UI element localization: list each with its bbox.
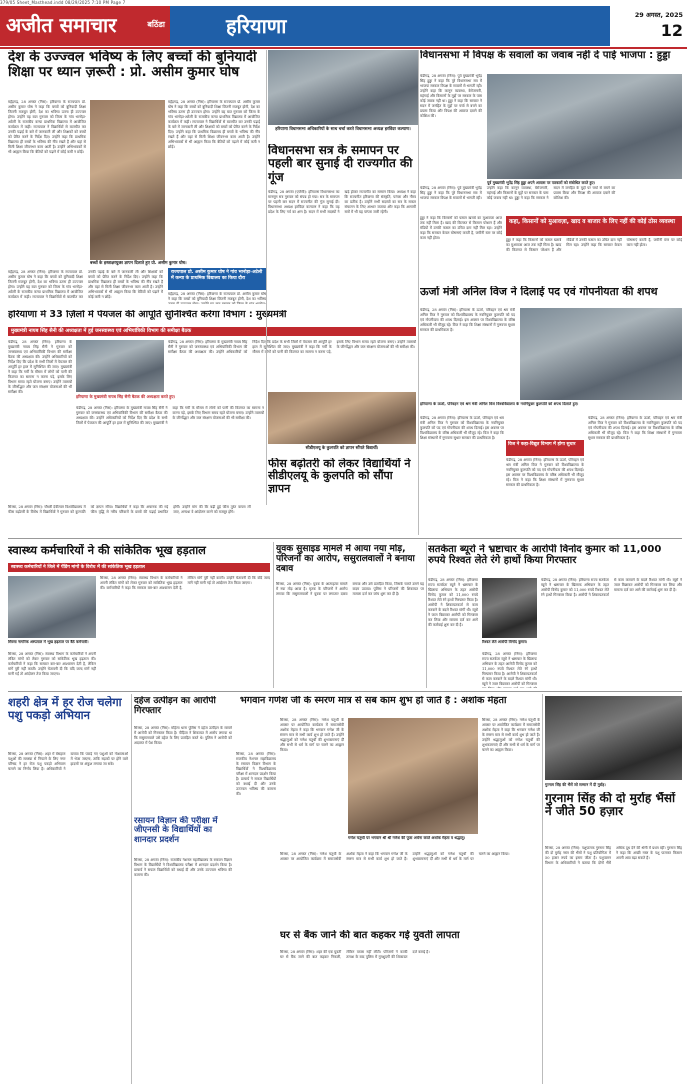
suicide-headline: युवक सुसाइड मामले में आया नया मोड़, परिजनों का आरोप, ससुरालवालों ने बनाया दबाव xyxy=(276,544,415,575)
ghosh-photo xyxy=(90,100,165,260)
ponds-body-right: चंडीगढ़, 28 अगस्त (निस): हरियाणा के मुख्यमंत्री नायब सिंह सैनी ने गुरुवार को जनस्वास्थ्य एवं अभियांत्रिकी विभाग की समीक्षा बैठक की अध्यक्षता की। उन्होंने अधिकारियों को निर्देश दिए कि प्रदेश के सभी जिलों में पेयजल की आपूर्ति हर हाल में सुनिश्चित की जाए। मुख्यमंत्री ने कहा कि गर्मी के मौसम में लोगों को पानी की किल्लत का सामना न करना पड़े, इसके लिए विभाग समय रहते योजना बनाए। उन्होंने तालाबों के जीर्णोद्धार और जल संरक्षण योजनाओं की भी समीक्षा की। xyxy=(168,340,416,355)
farmers-headline: कहा, किसानों को मुआवज़ा, खाद व बाजार के लिए नहीं की कोई ठोस व्यवस्था xyxy=(509,219,676,225)
cattle-headline: शहरी क्षेत्र में हर रोज चलेगा पशु पकड़ो अभियान xyxy=(8,696,122,722)
missing-headline: घर से बैंक जाने की बात कहकर गई युवती लापता xyxy=(280,930,460,941)
vigilance-body: चंडीगढ़, 28 अगस्त (निस): हरियाणा राज्य सतर्कता ब्यूरो ने भ्रष्टाचार के खिलाफ अभियान के तहत आरोपी विनोद कुमार को 11,000 रुपये रिश्वत लेते रंगे हाथों गिरफ्तार किया है। आरोपी ने शिकायतकर्ता से काम करवाने के बदले रिश्वत मांगी थी। ब्यूरो ने जाल बिछाकर आरोपी को गिरफ्तार कर लिया और मामला दर्ज कर आगे की कार्रवाई शुरू कर दी है। xyxy=(541,578,682,598)
farmers-body-left: हुड्डा ने कहा कि किसानों को फसल खराबे का मुआवजा आज तक नहीं मिला है। खाद की किल्लत से किसान परेशान हैं और मंडियों में उनकी फसल का उचित दाम नहीं मिल रहा। उन्होंने कहा कि सरकार केवल घोषणाएं करती है, जमीनी स्तर पर कोई काम नहीं होता। xyxy=(420,216,502,241)
ponds-headline: हरियाणा में 33 ज़िलों में पेयजल की आपूर्ति सुनिश्चित करेगा विभाग : मुख्यमंत्री xyxy=(8,310,287,320)
vigilance-caption: रिश्वत लेते आरोपी विनोद कुमार। xyxy=(482,640,528,644)
masthead-date-box xyxy=(610,6,687,46)
ghosh-body: महेंद्रगढ़, 28 अगस्त (निस): हरियाणा के राज्यपाल प्रो. असीम कुमार घोष ने कहा कि बच्चों को बुनियादी शिक्षा जितनी मजबूत होगी, देश का भविष्य उतना ही उज्ज्वल होगा। उन्होंने यह बात गुरुवार को जिला के गांव भानोड़ा-अटेली के राजकीय कन्या प्राथमिक विद्यालय में आयोजित कार्यक्रम में कही। राज्यपाल ने विद्यार्थियों से बातचीत कर उनकी पढ़ाई के बारे में जानकारी ली और शिक्षकों को बच्चों को प्रेरित करने के निर्देश दिए। उन्होंने कहा कि प्राथमिक विद्यालय ही बच्चों के भविष्य की नींव रखते हैं और यहां से मिली शिक्षा जीवनभर काम आती है। उन्होंने अभिभावकों से भी आह्वान किया कि बेटियों को पढ़ाने में कोई कमी न छोड़ें। xyxy=(8,100,86,155)
mehta-body: सिरसा, 28 अगस्त (निस): गणेश चतुर्थी के अवसर पर आयोजित कार्यक्रम में समाजसेवी अशोक मेहता ने कहा कि भगवान गणेश जी के स्मरण मात्र से सभी कार्य शुभ हो जाते हैं। उन्होंने श्रद्धालुओं को गणेश चतुर्थी की शुभकामनाएं दीं और सभी से धर्म के मार्ग पर चलने का आह्वान किया। xyxy=(482,718,540,753)
issue-date: 29 अगस्त, 2025 xyxy=(634,11,683,19)
buffalo-caption: गुरनाम सिंह की भैंसें जो सम्मान में दी मुर्राह। xyxy=(545,782,606,787)
health-strike-headline: स्वास्थ्य कर्मचारियों ने की सांकेतिक भूख हड़ताल xyxy=(8,544,206,557)
vij-photo-caption: हरियाणा के ऊर्जा, परिवहन एवं श्रम मंत्री अनिल विज विश्वविद्यालय के नवनियुक्त कुलपति को शपथ दिलाते हुए। xyxy=(420,402,579,406)
vij-body-left: चंडीगढ़, 28 अगस्त (निस): हरियाणा के ऊर्जा, परिवहन एवं श्रम मंत्री अनिल विज ने गुरुवार को विश्वविद्यालय के नवनियुक्त कुलपति को पद एवं गोपनीयता की शपथ दिलाई। इस अवसर पर विश्वविद्यालय के वरिष्ठ अधिकारी भी मौजूद रहे। विज ने कहा कि शिक्षा संस्थानों में गुणवत्ता सुधार सरकार की प्राथमिकता है। xyxy=(420,308,515,333)
fees-photo-caption: सीडीएलयू के कुलपति को ज्ञापन सौंपते विद्यार्थी। xyxy=(305,445,379,450)
hooda-body-lower: चंडीगढ़, 28 अगस्त (निस): पूर्व मुख्यमंत्री भूपेंद्र सिंह हुड्डा ने कहा कि पूरे विधानसभा सत्र में भाजपा सरकार विपक्ष के सवालों से भागती रही। उन्होंने कहा कि कानून व्यवस्था, बेरोजगारी, महंगाई और किसानों के मुद्दों पर सरकार के पास कोई जवाब नहीं था। हुड्डा ने कहा कि सरकार ने सदन में जनहित के मुद्दों पर चर्चा से बचने का प्रयास किया और विपक्ष की आवाज दबाने की कोशिश की। xyxy=(420,186,616,201)
ponds-body-left: चंडीगढ़, 28 अगस्त (निस): हरियाणा के मुख्यमंत्री नायब सिंह सैनी ने गुरुवार को जनस्वास्थ्य एवं अभियांत्रिकी विभाग की समीक्षा बैठक की अध्यक्षता की। उन्होंने अधिकारियों को निर्देश दिए कि प्रदेश के सभी जिलों में पेयजल की आपूर्ति हर हाल में सुनिश्चित की जाए। मुख्यमंत्री ने कहा कि गर्मी के मौसम में लोगों को पानी की किल्लत का सामना न करना पड़े, इसके लिए विभाग समय रहते योजना बनाए। उन्होंने तालाबों के जीर्णोद्धार और जल संरक्षण योजनाओं की भी समीक्षा की। xyxy=(8,340,72,395)
vij-headline: ऊर्जा मंत्री अनिल विज ने दिलाई पद एवं गोपनीयता की शपथ xyxy=(420,286,658,298)
ghosh-headline: देश के उज्ज्वल भविष्य के लिए बच्चों की बुनियादी शिक्षा पर ध्यान ज़रूरी : प्रो. असीम कुमार घोष xyxy=(8,50,257,81)
section-band xyxy=(170,6,610,46)
hooda-body-left: चंडीगढ़, 28 अगस्त (निस): पूर्व मुख्यमंत्री भूपेंद्र सिंह हुड्डा ने कहा कि पूरे विधानसभा सत्र में भाजपा सरकार विपक्ष के सवालों से भागती रही। उन्होंने कहा कि कानून व्यवस्था, बेरोजगारी, महंगाई और किसानों के मुद्दों पर सरकार के पास कोई जवाब नहीं था। हुड्डा ने कहा कि सरकार ने सदन में जनहित के मुद्दों पर चर्चा से बचने का प्रयास किया और विपक्ष की आवाज दबाने की कोशिश की। xyxy=(420,74,482,119)
health-strike-body-left: सिरसा, 28 अगस्त (निस): स्वास्थ्य विभाग के कर्मचारियों ने अपनी लंबित मांगों को लेकर गुरुवार को सांकेतिक भूख हड़ताल की। कर्मचारियों ने कहा कि सरकार बार-बार आश्वासन देती है, लेकिन मांगें पूरी नहीं करती। उन्होंने चेतावनी दी कि यदि जल्द मांगें नहीं मानी गईं तो आंदोलन तेज किया जाएगा। xyxy=(8,652,96,677)
ghosh-body-lower: महेंद्रगढ़, 28 अगस्त (निस): हरियाणा के राज्यपाल प्रो. असीम कुमार घोष ने कहा कि बच्चों को बुनियादी शिक्षा जितनी मजबूत होगी, देश का भविष्य उतना ही उज्ज्वल होगा। उन्होंने यह बात गुरुवार को जिला के गांव भानोड़ा-अटेली के राजकीय कन्या प्राथमिक विद्यालय में आयोजित कार्यक्रम में कही। राज्यपाल ने विद्यार्थियों से बातचीत कर उनकी पढ़ाई के बारे में जानकारी ली और शिक्षकों को बच्चों को प्रेरित करने के निर्देश दिए। उन्होंने कहा कि प्राथमिक विद्यालय ही बच्चों के भविष्य की नींव रखते हैं और यहां से मिली शिक्षा जीवनभर काम आती है। उन्होंने अभिभावकों से भी आह्वान किया कि बेटियों को पढ़ाने में कोई कमी न छोड़ें। xyxy=(8,270,163,300)
vij-body-right: चंडीगढ़, 28 अगस्त (निस): हरियाणा के ऊर्जा, परिवहन एवं श्रम मंत्री अनिल विज ने गुरुवार को विश्वविद्यालय के नवनियुक्त कुलपति को पद एवं गोपनीयता की शपथ दिलाई। इस अवसर पर विश्वविद्यालय के वरिष्ठ अधिकारी भी मौजूद रहे। विज ने कहा कि शिक्षा संस्थानों में गुणवत्ता सुधार सरकार की प्राथमिकता है। xyxy=(588,416,682,441)
ghosh-photo-caption: बच्चों के हस्ताक्षरयुक्त ज्ञापन दिलाते हुए प्रो. असीम कुमार घोष। xyxy=(90,260,187,265)
paper-name: अजीत समाचार xyxy=(6,13,117,37)
ghosh-sub-headline: राज्यपाल प्रो. असीम कुमार घोष ने गांव भानोड़ा-अटेली में कन्या के प्राथमिक विद्यालय का किया दौरा xyxy=(171,270,263,281)
health-strike-body: सिरसा, 28 अगस्त (निस): स्वास्थ्य विभाग के कर्मचारियों ने अपनी लंबित मांगों को लेकर गुरुवार को सांकेतिक भूख हड़ताल की। कर्मचारियों ने कहा कि सरकार बार-बार आश्वासन देती है, लेकिन मांगें पूरी नहीं करती। उन्होंने चेतावनी दी कि यदि जल्द मांगें नहीं मानी गईं तो आंदोलन तेज किया जाएगा। xyxy=(100,576,270,591)
divider-4 xyxy=(426,542,427,688)
ponds-inset-caption: हरियाणा के मुख्यमंत्री नायब सिंह सैनी बैठक की अध्यक्षता करते हुए। xyxy=(76,394,176,399)
mehta-body-left: सिरसा, 28 अगस्त (निस): गणेश चतुर्थी के अवसर पर आयोजित कार्यक्रम में समाजसेवी अशोक मेहता ने कहा कि भगवान गणेश जी के स्मरण मात्र से सभी कार्य शुभ हो जाते हैं। उन्होंने श्रद्धालुओं को गणेश चतुर्थी की शुभकामनाएं दीं और सभी से धर्म के मार्ग पर चलने का आह्वान किया। xyxy=(280,718,344,753)
dowry-body: सिरसा, 28 अगस्त (निस): महिला थाना पुलिस ने दहेज उत्पीड़न के मामले में आरोपी को गिरफ्तार किया है। पीड़िता ने शिकायत में आरोप लगाया था कि ससुरालवाले उसे दहेज के लिए प्रताड़ित करते थे। पुलिस ने आरोपी को अदालत में पेश किया। xyxy=(134,726,232,746)
buffalo-headline: गुरनाम सिंह की दो मुर्राह भैंसों ने जीते 50 हज़ार xyxy=(545,792,676,819)
vij-body-mid: चंडीगढ़, 28 अगस्त (निस): हरियाणा के ऊर्जा, परिवहन एवं श्रम मंत्री अनिल विज ने गुरुवार को विश्वविद्यालय के नवनियुक्त कुलपति को पद एवं गोपनीयता की शपथ दिलाई। इस अवसर पर विश्वविद्यालय के वरिष्ठ अधिकारी भी मौजूद रहे। विज ने कहा कि शिक्षा संस्थानों में गुणवत्ता सुधार सरकार की प्राथमिकता है। xyxy=(506,458,584,488)
page-number: 12 xyxy=(660,21,683,40)
fees-photo xyxy=(268,392,416,444)
mehta-headline: भगवान गणेश जी के स्मरण मात्र से सब काम शुभ हो जाते हैं : अशोक मेहता xyxy=(240,696,507,706)
mehta-body-lower: सिरसा, 28 अगस्त (निस): गणेश चतुर्थी के अवसर पर आयोजित कार्यक्रम में समाजसेवी अशोक मेहता ने कहा कि भगवान गणेश जी के स्मरण मात्र से सभी कार्य शुभ हो जाते हैं। उन्होंने श्रद्धालुओं को गणेश चतुर्थी की शुभकामनाएं दीं और सभी से धर्म के मार्ग पर चलने का आह्वान किया। xyxy=(280,852,510,862)
vij-body: चंडीगढ़, 28 अगस्त (निस): हरियाणा के ऊर्जा, परिवहन एवं श्रम मंत्री अनिल विज ने गुरुवार को विश्वविद्यालय के नवनियुक्त कुलपति को पद एवं गोपनीयता की शपथ दिलाई। इस अवसर पर विश्वविद्यालय के वरिष्ठ अधिकारी भी मौजूद रहे। विज ने कहा कि शिक्षा संस्थानों में गुणवत्ता सुधार सरकार की प्राथमिकता है। xyxy=(420,416,504,441)
divider-6 xyxy=(542,694,543,1084)
vij-photo xyxy=(520,308,682,400)
farmers-headline-box xyxy=(506,216,682,236)
vigilance-body-left: चंडीगढ़, 28 अगस्त (निस): हरियाणा राज्य सतर्कता ब्यूरो ने भ्रष्टाचार के खिलाफ अभियान के तहत आरोपी विनोद कुमार को 11,000 रुपये रिश्वत लेते रंगे हाथों गिरफ्तार किया है। आरोपी ने शिकायतकर्ता से काम करवाने के बदले रिश्वत मांगी थी। ब्यूरो ने जाल बिछाकर आरोपी को गिरफ्तार कर लिया और मामला दर्ज कर आगे की कार्रवाई शुरू कर दी है। xyxy=(428,578,478,628)
ghosh-body-right: महेंद्रगढ़, 28 अगस्त (निस): हरियाणा के राज्यपाल प्रो. असीम कुमार घोष ने कहा कि बच्चों को बुनियादी शिक्षा जितनी मजबूत होगी, देश का भविष्य xyxy=(168,292,266,302)
assembly-body: चंडीगढ़, 28 अगस्त (एजेंसी): हरियाणा विधानसभा का मानसून सत्र गुरुवार को संपन्न हो गया। सत्र के समापन पर पहली बार सदन में राज्यगीत की गूंज सुनाई दी। विधानसभा अध्यक्ष हरविंदर कल्याण ने कहा कि यह प्रदेश के लिए गर्व का क्षण है। सदन में सभी सदस्यों ने खड़े होकर राज्यगीत का सम्मान किया। अध्यक्ष ने कहा कि राज्यगीत हरियाणा की संस्कृति, परंपरा और गौरव का प्रतीक है। उन्होंने सभी सदस्यों का सत्र के सफल संचालन के लिए आभार जताया और कहा कि आगामी सत्रों में भी यह परंपरा जारी रहेगी। xyxy=(268,190,416,215)
buffalo-photo xyxy=(545,696,682,780)
divider-3 xyxy=(273,542,274,688)
dowry-headline: दहेज उत्पीड़न का आरोपी गिरफ्तार xyxy=(134,696,216,717)
city-label: बठिंडा xyxy=(147,20,165,29)
masthead-brand xyxy=(0,6,170,46)
hooda-photo xyxy=(487,74,682,179)
divider-1 xyxy=(266,50,267,505)
buffalo-body: सिरसा, 28 अगस्त (निस): पशुपालक गुरनाम सिंह की दो मुर्राह नस्ल की भैंसों ने पशु प्रतियोगिता में 50 हजार रुपये का इनाम जीता है। पशुपालन विभाग के अधिकारियों ने बताया कि दोनों भैंसें अधिक दूध देने की श्रेणी में प्रथम रहीं। गुरनाम सिंह ने कहा कि अच्छी नस्ल के पशु पालकर किसान अपनी आय बढ़ा सकते हैं। xyxy=(545,846,682,866)
lower-rule xyxy=(8,691,682,692)
ghosh-body-col3: महेंद्रगढ़, 28 अगस्त (निस): हरियाणा के राज्यपाल प्रो. असीम कुमार घोष ने कहा कि बच्चों को बुनियादी शिक्षा जितनी मजबूत होगी, देश का भविष्य उतना ही उज्ज्वल होगा। उन्होंने यह बात गुरुवार को जिला के गांव भानोड़ा-अटेली के राजकीय कन्या प्राथमिक विद्यालय में आयोजित कार्यक्रम में कही। राज्यपाल ने विद्यार्थियों से बातचीत कर उनकी पढ़ाई के बारे में जानकारी ली और शिक्षकों को बच्चों को प्रेरित करने के निर्देश दिए। उन्होंने कहा कि प्राथमिक विद्यालय ही बच्चों के भविष्य की नींव रखते हैं और यहां से मिली शिक्षा जीवनभर काम आती है। उन्होंने अभिभावकों से भी आह्वान किया कि बेटियों को पढ़ाने में कोई कमी न छोड़ें। xyxy=(168,100,260,150)
cattle-body: सिरसा, 28 अगस्त (निस): शहर में बेसहारा पशुओं की समस्या से निपटने के लिए नगर परिषद ने हर रोज पशु पकड़ो अभियान चलाने का निर्णय लिया है। अधिकारियों ने बताया कि पकड़े गए पशुओं को गोशालाओं में भेजा जाएगा, ताकि सड़कों पर होने वाले हादसों पर अंकुश लगाया जा सके। xyxy=(8,752,128,772)
vij-box xyxy=(506,440,584,456)
health-strike-photo xyxy=(8,576,96,638)
fees-headline: फीस बढ़ोतरी को लेकर विद्यार्थियों ने सीडीएलयू के कुलपति को सौंपा ज्ञापन xyxy=(268,458,411,495)
masthead-rule xyxy=(0,47,687,49)
suicide-body: सिरसा, 28 अगस्त (निस): युवक के आत्महत्या मामले में नया मोड़ आया है। मृतक के परिजनों ने आरोप लगाया कि ससुरालवालों ने युवक पर लगातार दबाव बनाया और उसे प्रताड़ित किया, जिसके चलते उसने यह कदम उठाया। पुलिस ने परिजनों की शिकायत पर मामला दर्ज कर जांच शुरू कर दी है। xyxy=(276,582,424,597)
hooda-headline: विधानसभा में विपक्ष के सवालों का जवाब नहीं दे पाई भाजपा : हुड्डा xyxy=(420,50,671,61)
ghosh-sub-box xyxy=(168,268,266,290)
vigilance-photo xyxy=(482,578,537,638)
divider-5 xyxy=(131,694,132,1084)
mehta-caption: गणेश चतुर्थी पर भगवान श्री श्री गणेश की पूजा अर्चना करते अशोक मेहता व श्रद्धालु। xyxy=(348,836,466,840)
ponds-body-mid: चंडीगढ़, 28 अगस्त (निस): हरियाणा के मुख्यमंत्री नायब सिंह सैनी ने गुरुवार को जनस्वास्थ्य एवं अभियांत्रिकी विभाग की समीक्षा बैठक की अध्यक्षता की। उन्होंने अधिकारियों को निर्देश दिए कि प्रदेश के सभी जिलों में पेयजल की आपूर्ति हर हाल में सुनिश्चित की जाए। मुख्यमंत्री ने कहा कि गर्मी के मौसम में लोगों को पानी की किल्लत का सामना न करना पड़े, इसके लिए विभाग समय रहते योजना बनाए। उन्होंने तालाबों के जीर्णोद्धार और जल संरक्षण योजनाओं की भी समीक्षा की। xyxy=(76,406,264,426)
print-slug: 379/05 Sheet_Masthead.indd 08/29/2025 7:10 PM Page 7 xyxy=(0,0,126,5)
section-title: हरियाणा xyxy=(226,14,287,38)
meeting-photo xyxy=(268,50,418,125)
middle-rule xyxy=(8,538,682,539)
health-strike-caption: सिरसा नागरिक अस्पताल में भूख हड़ताल पर बैठे कर्मचारी। xyxy=(8,640,89,644)
divider-2 xyxy=(418,50,419,535)
exam-body: सिरसा, 28 अगस्त (निस): राजकीय नेशनल महाविद्यालय के रसायन विज्ञान विभाग के विद्यार्थियों ने विश्वविद्यालय परीक्षा में शानदार प्रदर्शन किया है। प्राचार्य ने सफल विद्यार्थियों को बधाई दी और उनके उज्ज्वल भविष्य की कामना की। xyxy=(134,858,232,878)
vigilance-body-under: चंडीगढ़, 28 अगस्त (निस): हरियाणा राज्य सतर्कता ब्यूरो ने भ्रष्टाचार के खिलाफ अभियान के तहत आरोपी विनोद कुमार को 11,000 रुपये रिश्वत लेते रंगे हाथों गिरफ्तार किया है। आरोपी ने शिकायतकर्ता से काम करवाने के बदले रिश्वत मांगी थी। ब्यूरो ने जाल बिछाकर आरोपी को गिरफ्तार xyxy=(482,652,537,687)
hooda-photo-caption: पूर्व मुख्यमंत्री भूपेंद्र सिंह हुड्डा अपने आवास पर पत्रकारों को संबोधित करते हुए। xyxy=(487,180,596,185)
mehta-photo xyxy=(348,718,478,834)
exam-headline: रसायन विज्ञान की परीक्षा में जीएनसी के विद्यार्थियों का शानदार प्रदर्शन xyxy=(134,816,218,844)
dowry-exam-side: सिरसा, 28 अगस्त (निस): राजकीय नेशनल महाविद्यालय के रसायन विज्ञान विभाग के विद्यार्थियों ने विश्वविद्यालय परीक्षा में शानदार प्रदर्शन किया है। प्राचार्य ने सफल विद्यार्थियों को बधाई दी और उनके उज्ज्वल भविष्य की कामना की। xyxy=(236,752,276,797)
vij-box-title: विज ने कहा-विद्युत विभाग में होगा सुधार xyxy=(508,442,576,447)
ponds-photo xyxy=(76,340,164,392)
fees-body: सिरसा, 28 अगस्त (निस): चौधरी देवीलाल विश्वविद्यालय में फीस बढ़ोतरी के विरोध में विद्यार्थियों ने गुरुवार को कुलपति को ज्ञापन सौंपा। विद्यार्थियों ने कहा कि अचानक की गई फीस वृद्धि से गरीब परिवारों के छात्रों की पढ़ाई प्रभावित होगी। उन्होंने मांग की कि बढ़ी हुई फीस तुरंत वापस ली जाए, अन्यथा वे आंदोलन करने को मजबूर होंगे। xyxy=(8,505,251,515)
meeting-photo-caption: हरियाणा विधानसभा अधिकारियों के साथ चर्चा करते विधानसभा अध्यक्ष हरविंदर कल्याण। xyxy=(275,126,411,131)
ponds-band: मुख्यमंत्री नायब सिंह सैनी की अध्यक्षता में हुई जनस्वास्थ्य एवं अभियांत्रिकी विभाग की समीक्षा बैठक xyxy=(8,327,416,336)
vigilance-headline: सतर्कता ब्यूरो ने भ्रष्टाचार के आरोपी विनोद कुमार को 11,000 रुपये रिश्वत लेते रंगे हाथों किया गिरफ्तार xyxy=(428,544,662,567)
farmers-body: हुड्डा ने कहा कि किसानों को फसल खराबे का मुआवजा आज तक नहीं मिला है। खाद की किल्लत से किसान परेशान हैं और मंडियों में उनकी फसल का उचित दाम नहीं मिल रहा। उन्होंने कहा कि सरकार केवल घोषणाएं करती है, जमीनी स्तर पर कोई काम नहीं होता। xyxy=(506,238,682,253)
missing-body: सिरसा, 28 अगस्त (निस): शहर की एक युवती घर से बैंक जाने की बात कहकर निकली, लेकिन वापस नहीं लौटी। परिजनों ने काफी तलाश के बाद पुलिस में गुमशुदगी की शिकायत दर्ज कराई है। xyxy=(280,950,430,960)
assembly-headline: विधानसभा सत्र के समापन पर पहली बार सुनाई दी राज्यगीत की गूंज xyxy=(268,144,413,184)
health-strike-band: स्वास्थ्य कर्मचारियों ने जिले में पेंडिंग मांगों के विरोध में की सांकेतिक भूख हड़ताल xyxy=(8,563,270,572)
